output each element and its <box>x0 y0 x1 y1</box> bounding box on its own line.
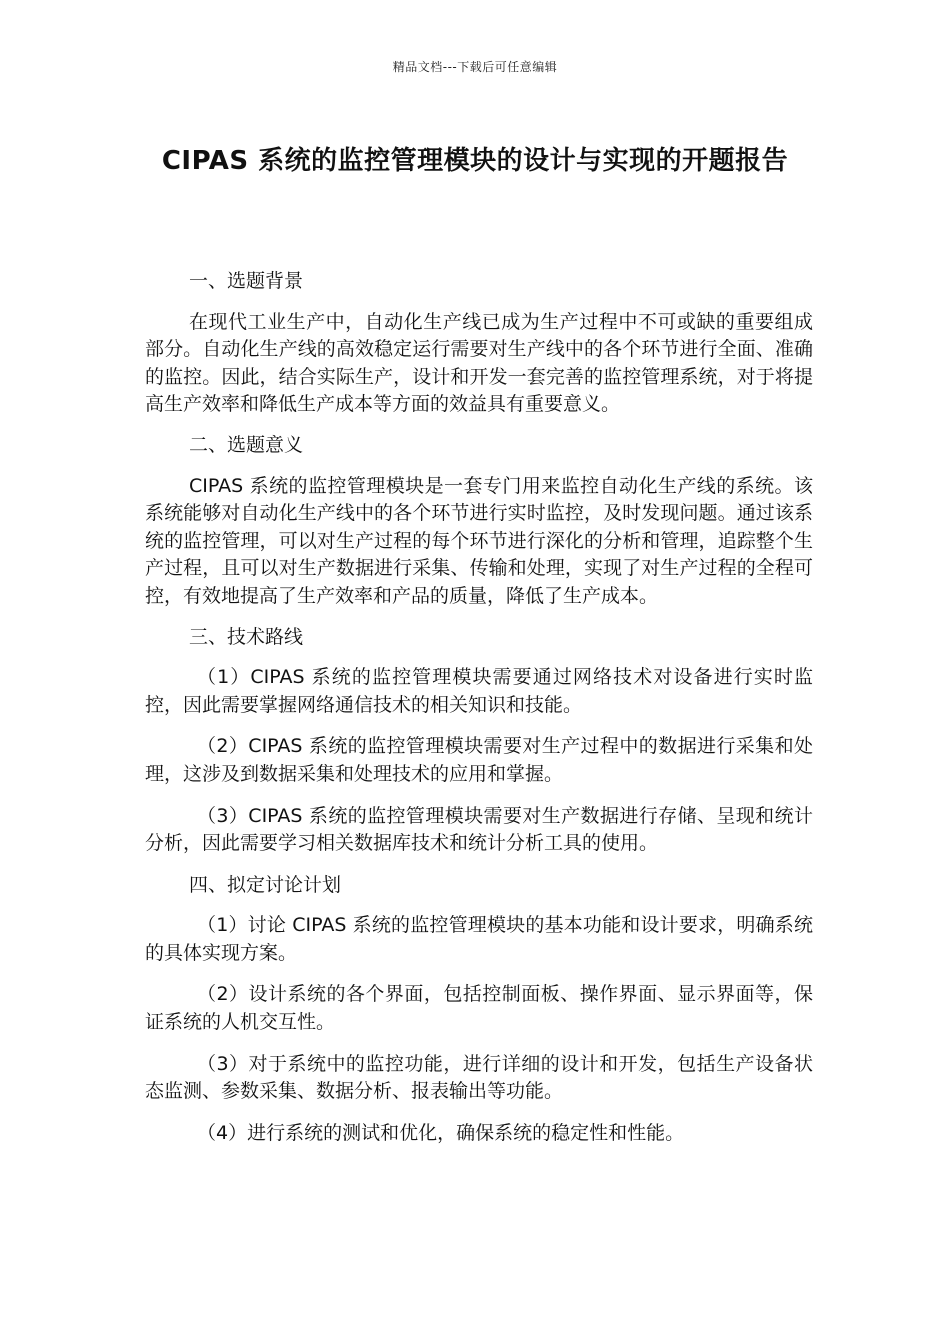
document-title: CIPAS 系统的监控管理模块的设计与实现的开题报告 <box>161 146 789 176</box>
list-item-technical-route-3: （3）CIPAS 系统的监控管理模块需要对生产数据进行存储、呈现和统计分析，因此需要学习相关数据库技术和统计分析工具的使用。 <box>145 804 813 855</box>
paragraph-background: 在现代工业生产中，自动化生产线已成为生产过程中不可或缺的重要组成部分。自动化生产线的高效稳定运行需要对生产线中的各个环节进行全面、准确的监控。因此，结合实际生产，设计和开发一套完善的监控管理系统，对于将提高生产效率和降低生产成本等方面的效益具有重要意义。 <box>145 310 813 416</box>
section-heading-significance: 二、选题意义 <box>189 433 304 456</box>
list-item-discussion-plan-2: （2）设计系统的各个界面，包括控制面板、操作界面、显示界面等，保证系统的人机交互性。 <box>145 983 813 1034</box>
section-heading-discussion-plan: 四、拟定讨论计划 <box>189 873 342 896</box>
list-item-discussion-plan-3: （3）对于系统中的监控功能，进行详细的设计和开发，包括生产设备状态监测、参数采集、数据分析、报表输出等功能。 <box>145 1052 813 1103</box>
header-note: 精品文档---下载后可任意编辑 <box>392 60 558 74</box>
list-item-discussion-plan-4: （4）进行系统的测试和优化，确保系统的稳定性和性能。 <box>197 1121 685 1144</box>
list-item-technical-route-2: （2）CIPAS 系统的监控管理模块需要对生产过程中的数据进行采集和处理，这涉及到数据采集和处理技术的应用和掌握。 <box>145 735 813 785</box>
list-item-discussion-plan-1: （1）讨论 CIPAS 系统的监控管理模块的基本功能和设计要求，明确系统的具体实现方案。 <box>145 914 813 964</box>
section-heading-technical-route: 三、技术路线 <box>189 625 304 648</box>
section-heading-background: 一、选题背景 <box>189 270 304 292</box>
list-item-technical-route-1: （1）CIPAS 系统的监控管理模块需要通过网络技术对设备进行实时监控，因此需要掌握网络通信技术的相关知识和技能。 <box>145 666 813 716</box>
document-body <box>145 268 813 1161</box>
paragraph-significance: CIPAS 系统的监控管理模块是一套专门用来监控自动化生产线的系统。该系统能够对自动化生产线中的各个环节进行实时监控，及时发现问题。通过该系统的监控管理，可以对生产过程的每个环节进行深化的分析和管理，追踪整个生产过程，且可以对生产数据进行采集、传输和处理，实现了对生产过程的全程可控，有效地提高了生产效率和产品的质量，降低了生产成本。 <box>145 474 813 607</box>
